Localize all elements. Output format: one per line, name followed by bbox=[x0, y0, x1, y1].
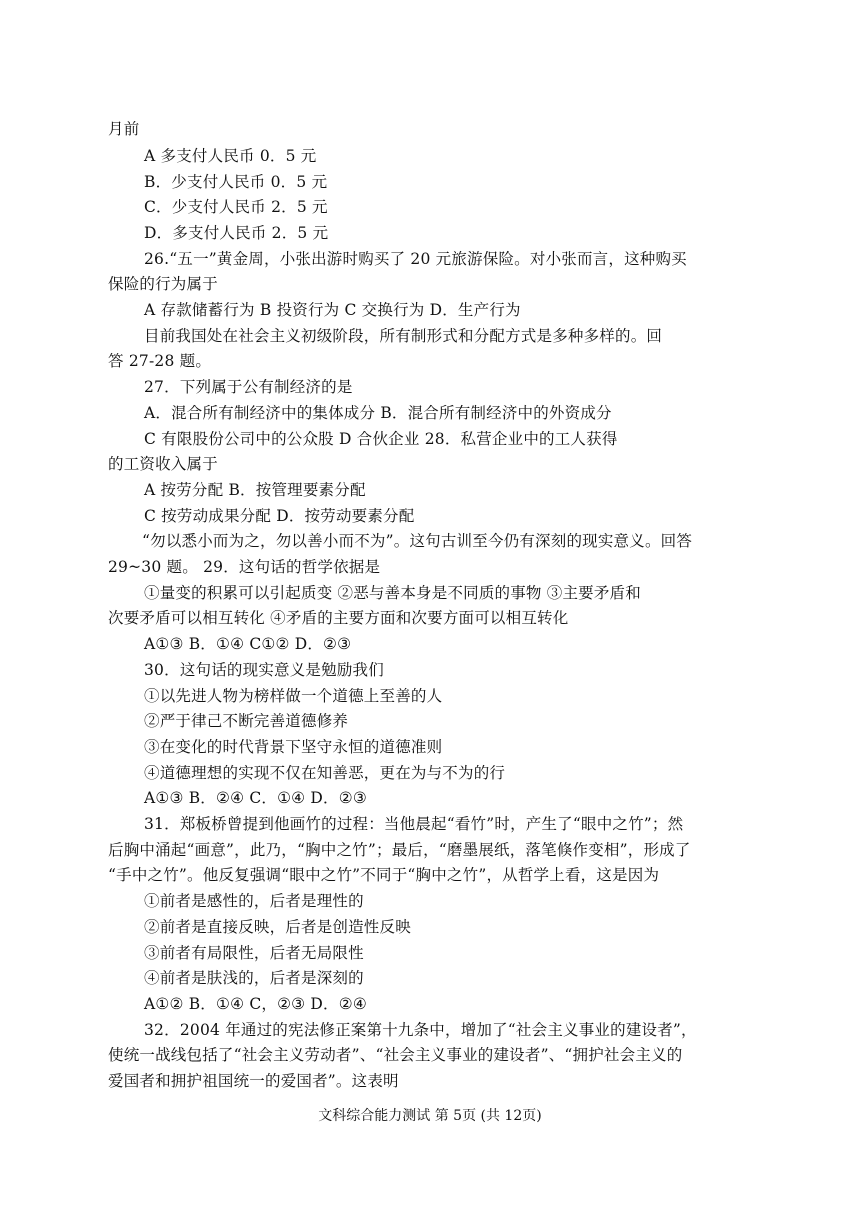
text-line: 答 27-28 题。 bbox=[108, 352, 212, 370]
options-31: A①② B．①④ C，②③ D．②④ bbox=[144, 995, 367, 1013]
text-line: 保险的行为属于 bbox=[108, 275, 218, 293]
option-line: C．少支付人民币 2．5 元 bbox=[144, 198, 328, 216]
material-29-30: “勿以悉小而为之，勿以善小而不为”。这句古训至今仍有深刻的现实意义。回答 bbox=[142, 532, 693, 550]
options-26: A 存款储蓄行为 B 投资行为 C 交换行为 D．生产行为 bbox=[144, 301, 521, 319]
question-28: 的工资收入属于 bbox=[108, 455, 218, 473]
statement-line: ④道德理想的实现不仅在知善恶，更在为与不为的行 bbox=[144, 764, 506, 782]
question-27: 27．下列属于公有制经济的是 bbox=[144, 378, 353, 396]
options-30: A①③ B．②④ C．①④ D．②③ bbox=[144, 789, 367, 807]
option-line: A 多支付人民币 0．5 元 bbox=[144, 147, 317, 165]
statements-29: 次要矛盾可以相互转化 ④矛盾的主要方面和次要方面可以相互转化 bbox=[108, 609, 569, 627]
options-29: A①③ B．①④ C①② D．②③ bbox=[144, 635, 352, 653]
question-32: 32．2004 年通过的宪法修正案第十九条中，增加了“社会主义事业的建设者”， bbox=[144, 1021, 697, 1039]
statement-line: ①前者是感性的，后者是理性的 bbox=[144, 892, 364, 910]
text-line: 爱国者和拥护祖国统一的爱国者”。这表明 bbox=[108, 1072, 399, 1090]
statement-line: ②严于律己不断完善道德修养 bbox=[144, 712, 349, 730]
statement-line: ③在变化的时代背景下坚守永恒的道德准则 bbox=[144, 738, 443, 756]
options-27: A．混合所有制经济中的集体成分 B．混合所有制经济中的外资成分 bbox=[144, 404, 612, 422]
statements-29: ①量变的积累可以引起质变 ②恶与善本身是不同质的事物 ③主要矛盾和 bbox=[144, 584, 641, 602]
text-line: 使统一战线包括了“社会主义劳动者”、“社会主义事业的建设者”、“拥护社会主义的 bbox=[108, 1046, 683, 1064]
options-27: C 有限股份公司中的公众股 D 合伙企业 28．私营企业中的工人获得 bbox=[144, 430, 618, 448]
text-line: 月前 bbox=[108, 120, 140, 138]
question-29: 29~30 题。 29．这句话的哲学依据是 bbox=[108, 558, 381, 576]
statement-line: ③前者有局限性，后者无局限性 bbox=[144, 944, 364, 962]
question-30: 30．这句话的现实意义是勉励我们 bbox=[144, 661, 384, 679]
options-28: C 按劳动成果分配 D．按劳动要素分配 bbox=[144, 507, 415, 525]
text-line: 后胸中涌起“画意”，此乃，“胸中之竹”；最后，“磨墨展纸，落笔倏作变相”，形成了 bbox=[108, 841, 691, 859]
page-footer: 文科综合能力测试 第 5页 (共 12页) bbox=[318, 1108, 542, 1124]
statement-line: ①以先进人物为榜样做一个道德上至善的人 bbox=[144, 687, 443, 705]
question-31: 31．郑板桥曾提到他画竹的过程：当他晨起“看竹”时，产生了“眼中之竹”；然 bbox=[144, 815, 684, 833]
statement-line: ②前者是直接反映，后者是创造性反映 bbox=[144, 918, 411, 936]
question-26: 26.“五一”黄金周，小张出游时购买了 20 元旅游保险。对小张而言，这种购买 bbox=[144, 250, 687, 268]
statement-line: ④前者是肤浅的，后者是深刻的 bbox=[144, 969, 364, 987]
options-28: A 按劳分配 B．按管理要素分配 bbox=[144, 481, 366, 499]
text-line: “手中之竹”。他反复强调“眼中之竹”不同于“胸中之竹”，从哲学上看，这是因为 bbox=[108, 866, 660, 884]
option-line: B．少支付人民币 0．5 元 bbox=[144, 173, 328, 191]
material-27-28: 目前我国处在社会主义初级阶段，所有制形式和分配方式是多种多样的。回 bbox=[144, 327, 663, 345]
option-line: D．多支付人民币 2．5 元 bbox=[144, 224, 329, 242]
